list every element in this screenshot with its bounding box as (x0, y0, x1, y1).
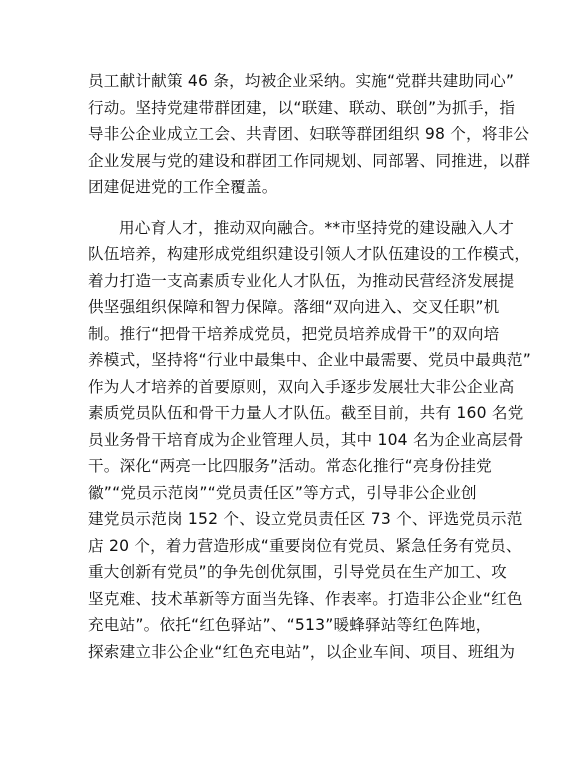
text-line: 导非公企业成立工会、共青团、妇联等群团组织 98 个，将非公 (88, 125, 530, 143)
paragraph-gap (88, 201, 508, 215)
document-body (88, 68, 531, 665)
text-line: 员业务骨干培育成为企业管理人员，其中 104 名为企业高层骨 (88, 430, 524, 449)
paragraph-2 (88, 215, 531, 666)
text-line: 徽”“党员示范岗”“党员责任区”等方式，引导非公企业创 (88, 483, 477, 502)
paragraph-1 (88, 68, 531, 201)
text-line-indented: 用心育人才，推动双向融合。**市坚持党的建设融入人才 (119, 218, 515, 237)
text-line: 素质党员队伍和骨干力量人才队伍。截至目前，共有 160 名党 (88, 404, 524, 422)
text-line: 员工献计献策 46 条，均被企业采纳。实施“党群共建助同心” (88, 72, 515, 90)
text-line: 行动。坚持党建带群团建，以“联建、联动、联创”为抓手，指 (88, 98, 516, 117)
text-line: 着力打造一支高素质专业化人才队伍，为推动民营经济发展提 (88, 271, 515, 290)
text-line: 企业发展与党的建设和群团工作同规划、同部署、同推进，以群 (88, 151, 531, 170)
text-line: 养模式，坚持将“行业中最集中、企业中最需要、党员中最典范” (88, 351, 531, 369)
text-line: 制。推行“把骨干培养成党员，把党员培养成骨干”的双向培 (88, 324, 500, 343)
text-line: 供坚强组织保障和智力保障。落细“双向进入、交叉任职”机 (88, 298, 500, 316)
text-line: 作为人才培养的首要原则，双向入手逐步发展壮大非公企业高 (88, 377, 515, 396)
text-line: 重大创新有党员”的争先创优氛围，引导党员在生产加工、攻 (88, 563, 507, 581)
text-line: 建党员示范岗 152 个、设立党员责任区 73 个、评选党员示范 (88, 510, 523, 528)
text-line: 队伍培养，构建形成党组织建设引领人才队伍建设的工作模式， (88, 245, 531, 263)
text-line: 干。深化“两亮一比四服务”活动。常态化推行“亮身份挂党 (88, 457, 492, 475)
text-line: 坚克难、技术革新等方面当先锋、作表率。打造非公企业“红色 (88, 589, 523, 608)
text-line: 团建促进党的工作全覆盖。 (88, 178, 278, 196)
text-line: 探索建立非公企业“红色充电站”，以企业车间、项目、班组为 (88, 642, 516, 661)
text-line: 店 20 个，着力营造形成“重要岗位有党员、紧急任务有党员、 (88, 536, 522, 555)
text-line: 充电站”。依托“红色驿站”、“513”暖蜂驿站等红色阵地， (88, 616, 492, 634)
